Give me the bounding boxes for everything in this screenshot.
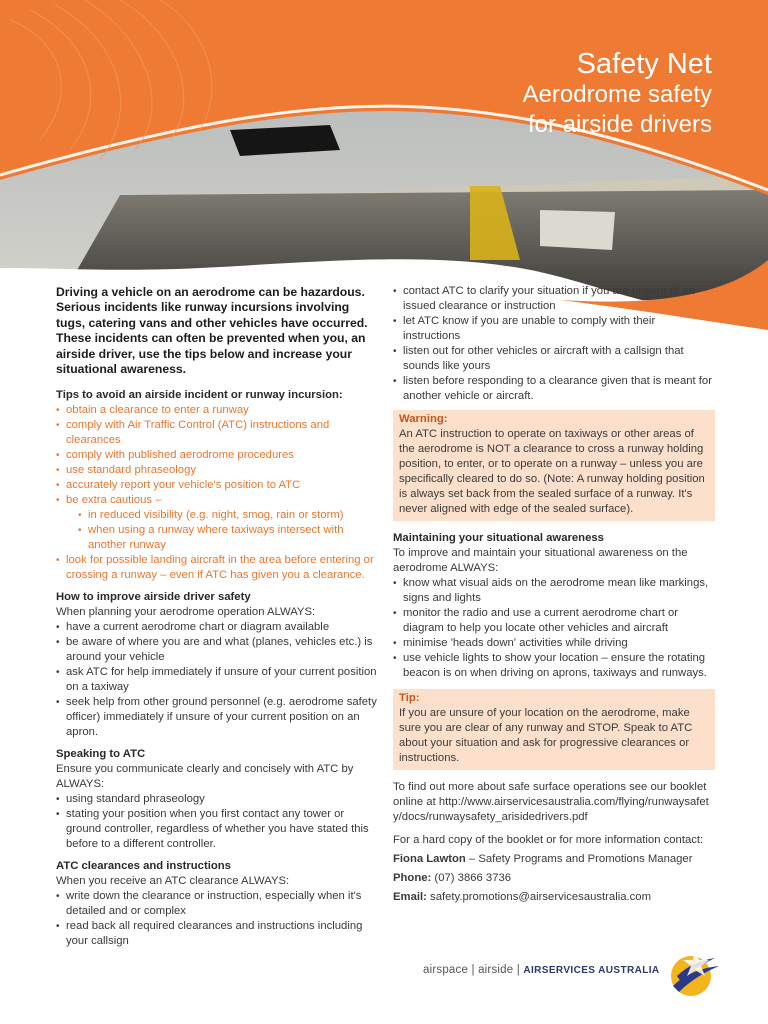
list-item: • know what visual aids on the aerodrome mean like markings, signs and lights [393,576,715,606]
phone-number: (07) 3866 3736 [431,872,512,884]
list-item: • use standard phraseology [56,463,378,478]
list-item: • be aware of where you are and what (planes, vehicles etc.) is around your vehicle [56,635,378,665]
improve-heading: How to improve airside driver safety [56,591,251,604]
list-item: • listen before responding to a clearance given that is meant for another vehicle or aircraft. [393,374,715,404]
list-item: • use vehicle lights to show your location – ensure the rotating beacon is on when driving on aprons, taxiways and runways. [393,651,715,681]
right-column [393,284,715,905]
clearances-heading: ATC clearances and instructions [56,860,231,873]
list-item: • comply with published aerodrome procedures [56,448,378,463]
airservices-logo-icon [665,946,721,1007]
warning-text: An ATC instruction to operate on taxiways or other areas of the aerodrome is NOT a clearance to cross a runway holding position, to enter, or to operate on a runway – unless you are specifically cleared to do so. (Note: A runway holding position is always set back from the sealed surface of a runway. It's never aligned with edge of the sealed surface). [399,428,705,515]
contact-role: – Safety Programs and Promotions Manager [465,853,693,865]
warning-heading: Warning: [399,413,448,425]
email-line [393,890,715,905]
contact-line [393,852,715,867]
email-address[interactable]: safety.promotions@airservicesaustralia.com [426,891,652,903]
list-item: • listen out for other vehicles or aircraft with a callsign that sounds like yours [393,344,715,374]
list-item: • accurately report your vehicle's position to ATC [56,478,378,493]
brand-airspace: airspace [423,964,469,976]
hard-copy-paragraph: For a hard copy of the booklet or for more information contact: [393,834,704,846]
contact-name: Fiona Lawton [393,853,466,865]
list-item: • have a current aerodrome chart or diagram available [56,620,378,635]
list-item: • stating your position when you first contact any tower or ground controller, regardless of whether you have stated this before to a different controller. [56,807,378,852]
brand-airservices: AIRSERVICES AUSTRALIA [523,965,660,976]
list-item: • contact ATC to clarify your situation if you are unsure of an issued clearance or instruction [393,284,715,314]
improve-list [56,620,378,740]
intro-paragraph: Driving a vehicle on an aerodrome can be hazardous. Serious incidents like runway incursions involving tugs, catering vans and other vehicles have occurred. These incidents can often be prevented when you, an airside driver, use the tips below and increase your situational awareness. [56,285,368,377]
speaking-heading: Speaking to ATC [56,748,146,761]
situational-list [393,576,715,681]
phone-line [393,871,715,886]
list-item: • obtain a clearance to enter a runway [56,403,378,418]
list-item: • look for possible landing aircraft in the area before entering or crossing a runway – even if ATC has given you a clearance. [56,553,378,583]
brand-airside: airside [478,964,514,976]
speaking-lead: Ensure you communicate clearly and concisely with ATC by ALWAYS: [56,763,354,791]
clearances-list [56,889,378,949]
title-block [523,48,712,140]
brand-separator: | [468,964,479,976]
list-item: • monitor the radio and use a current aerodrome chart or diagram to help you locate other vehicles and aircraft [393,606,715,636]
list-subitem: • when using a runway where taxiways intersect with another runway [56,523,378,553]
warning-box [393,410,715,521]
list-item: • minimise 'heads down' activities while driving [393,636,715,651]
list-item: • using standard phraseology [56,792,378,807]
list-item: • comply with Air Traffic Control (ATC) instructions and clearances [56,418,378,448]
tips-heading: Tips to avoid an airside incident or runway incursion: [56,389,343,402]
page-subtitle-line2: for airside drivers [527,111,712,138]
list-item: • seek help from other ground personnel (e.g. aerodrome safety officer) immediately if unsure of your current position on an apron. [56,695,378,740]
left-column [56,285,378,949]
list-item: • read back all required clearances and instructions including your callsign [56,919,378,949]
list-item: • let ATC know if you are unable to comply with their instructions [393,314,715,344]
situational-lead: To improve and maintain your situational awareness on the aerodrome ALWAYS: [393,547,688,574]
page-subtitle-line1: Aerodrome safety [522,81,712,108]
brand-separator: | [513,964,524,976]
more-info-paragraph: To find out more about safe surface operations see our booklet online at http://www.airservicesaustralia.com/flying/runwaysafety/docs/runwaysafety_arisidedrivers.pdf [393,781,709,823]
clearances-lead: When you receive an ATC clearance ALWAYS: [56,875,290,888]
footer-brand [423,964,660,976]
improve-lead: When planning your aerodrome operation ALWAYS: [56,606,316,619]
phone-label: Phone: [393,872,432,884]
tips-list [56,403,378,583]
tip-box [393,689,715,770]
email-label: Email: [393,891,427,903]
tip-heading: Tip: [399,692,420,704]
list-item: • ask ATC for help immediately if unsure of your current position on a taxiway [56,665,378,695]
clearances-list-continued [393,284,715,404]
speaking-list [56,792,378,852]
list-item: • be extra cautious – [56,493,378,508]
list-subitem: • in reduced visibility (e.g. night, smog, rain or storm) [56,508,378,523]
tip-text: If you are unsure of your location on the aerodrome, make sure you are clear of any runway and STOP. Speak to ATC about your situation and ask for progressive clearances or instructions. [399,707,693,764]
list-item: • write down the clearance or instruction, especially when it's detailed and or complex [56,889,378,919]
page-title: Safety Net [576,48,712,80]
situational-heading: Maintaining your situational awareness [393,532,604,544]
